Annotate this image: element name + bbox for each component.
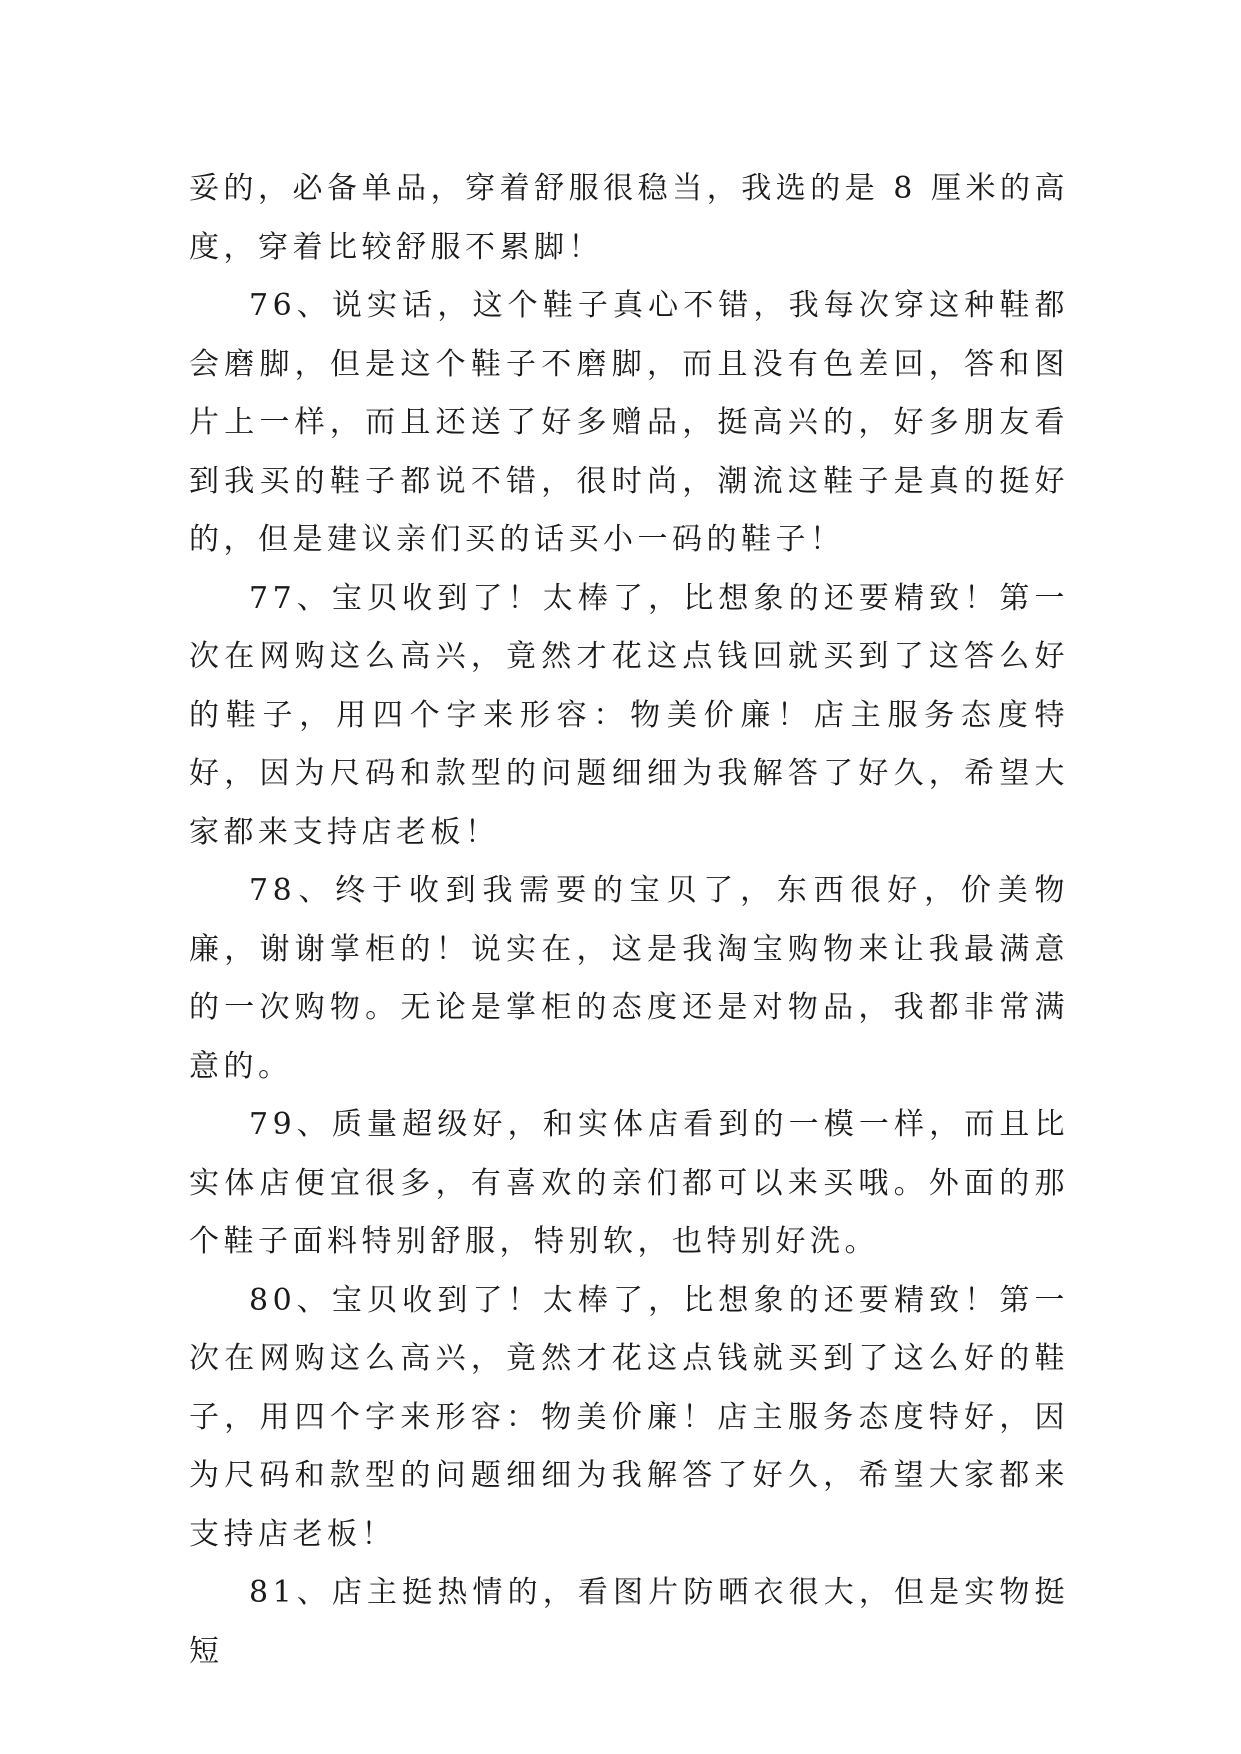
- paragraph-review-81: 81、店主挺热情的，看图片防晒衣很大，但是实物挺短: [189, 1575, 1069, 1669]
- paragraph-review-76: 76、说实话，这个鞋子真心不错，我每次穿这种鞋都会磨脚，但是这个鞋子不磨脚，而且没有色差回，答和图片上一样，而且还送了好多赠品，挺高兴的，好多朋友看到我买的鞋子都说不错，很时尚，潮流这鞋子是真的挺好的，但是建议亲们买的话买小一码的鞋子！: [189, 288, 1069, 557]
- document-body: [189, 160, 1069, 1681]
- paragraph-review-78: 78、终于收到我需要的宝贝了，东西很好，价美物廉，谢谢掌柜的！说实在，这是我淘宝购物来让我最满意的一次购物。无论是掌柜的态度还是对物品，我都非常满意的。: [189, 873, 1069, 1084]
- paragraph-review-80: 80、宝贝收到了！太棒了，比想象的还要精致！第一次在网购这么高兴，竟然才花这点钱就买到了这么好的鞋子，用四个字来形容：物美价廉！店主服务态度特好，因为尺码和款型的问题细细为我解答了好久，希望大家都来支持店老板！: [189, 1282, 1069, 1552]
- paragraph-review-79: 79、质量超级好，和实体店看到的一模一样，而且比实体店便宜很多，有喜欢的亲们都可以来买哦。外面的那个鞋子面料特别舒服，特别软，也特别好洗。: [189, 1107, 1069, 1259]
- paragraph-review-77: 77、宝贝收到了！太棒了，比想象的还要精致！第一次在网购这么高兴，竟然才花这点钱回就买到了这答么好的鞋子，用四个字来形容：物美价廉！店主服务态度特好，因为尺码和款型的问题细细为我解答了好久，希望大家都来支持店老板！: [189, 580, 1069, 850]
- paragraph-continuation: 妥的，必备单品，穿着舒服很稳当，我选的是 8 厘米的高度，穿着比较舒服不累脚！: [189, 171, 1069, 265]
